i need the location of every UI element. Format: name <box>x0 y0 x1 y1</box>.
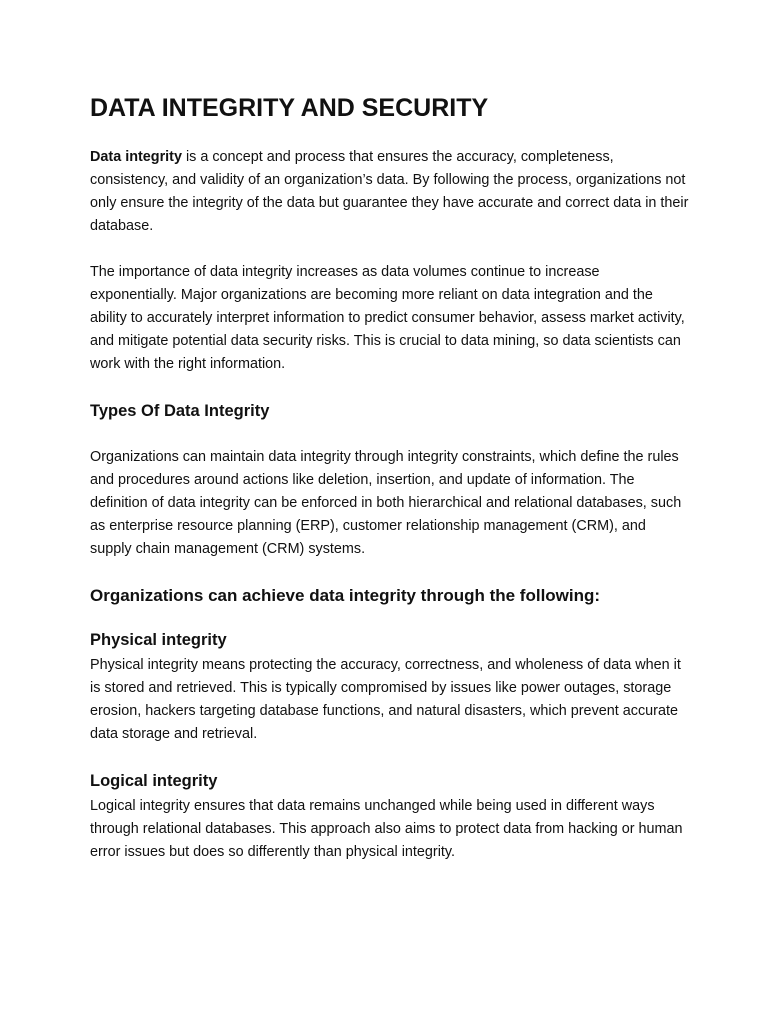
physical-integrity-paragraph: Physical integrity means protecting the accuracy, correctness, and wholeness of data when it is stored and retrieved. This is typically compromised by issues like power outages, storage erosion, hackers targeting database functions, and natural disasters, which prevent accurate data storage and retrieval. <box>90 657 681 742</box>
intro-bold-term: Data integrity <box>90 149 182 165</box>
achieve-heading: Organizations can achieve data integrity through the following: <box>90 586 601 605</box>
document-title: DATA INTEGRITY AND SECURITY <box>90 94 489 122</box>
document-page <box>90 94 690 864</box>
importance-paragraph: The importance of data integrity increases as data volumes continue to increase exponentially. Major organizations are becoming more reliant on data integration and the ability to accurately interpret information to predict consumer behavior, assess market activity, and mitigate potential data security risks. This is crucial to data mining, so data scientists can work with the right information. <box>90 264 685 372</box>
intro-paragraph <box>90 146 690 238</box>
logical-integrity-paragraph: Logical integrity ensures that data remains unchanged while being used in different ways through relational databases. This approach also aims to protect data from hacking or human error issues but does so differently than physical integrity. <box>90 798 683 860</box>
intro-text: is a concept and process that ensures the accuracy, completeness, consistency, and validity of an organization’s data. By following the process, organizations not only ensure the integrity of the data but guarantee they have accurate and correct data in their database. <box>90 149 689 234</box>
types-paragraph: Organizations can maintain data integrity through integrity constraints, which define the rules and procedures around actions like deletion, insertion, and update of information. The definition of data integrity can be enforced in both hierarchical and relational databases, such as enterprise resource planning (ERP), customer relationship management (CRM), and supply chain management (CRM) systems. <box>90 449 682 557</box>
types-heading: Types Of Data Integrity <box>90 402 270 420</box>
physical-integrity-heading: Physical integrity <box>90 631 227 649</box>
logical-integrity-heading: Logical integrity <box>90 772 218 790</box>
